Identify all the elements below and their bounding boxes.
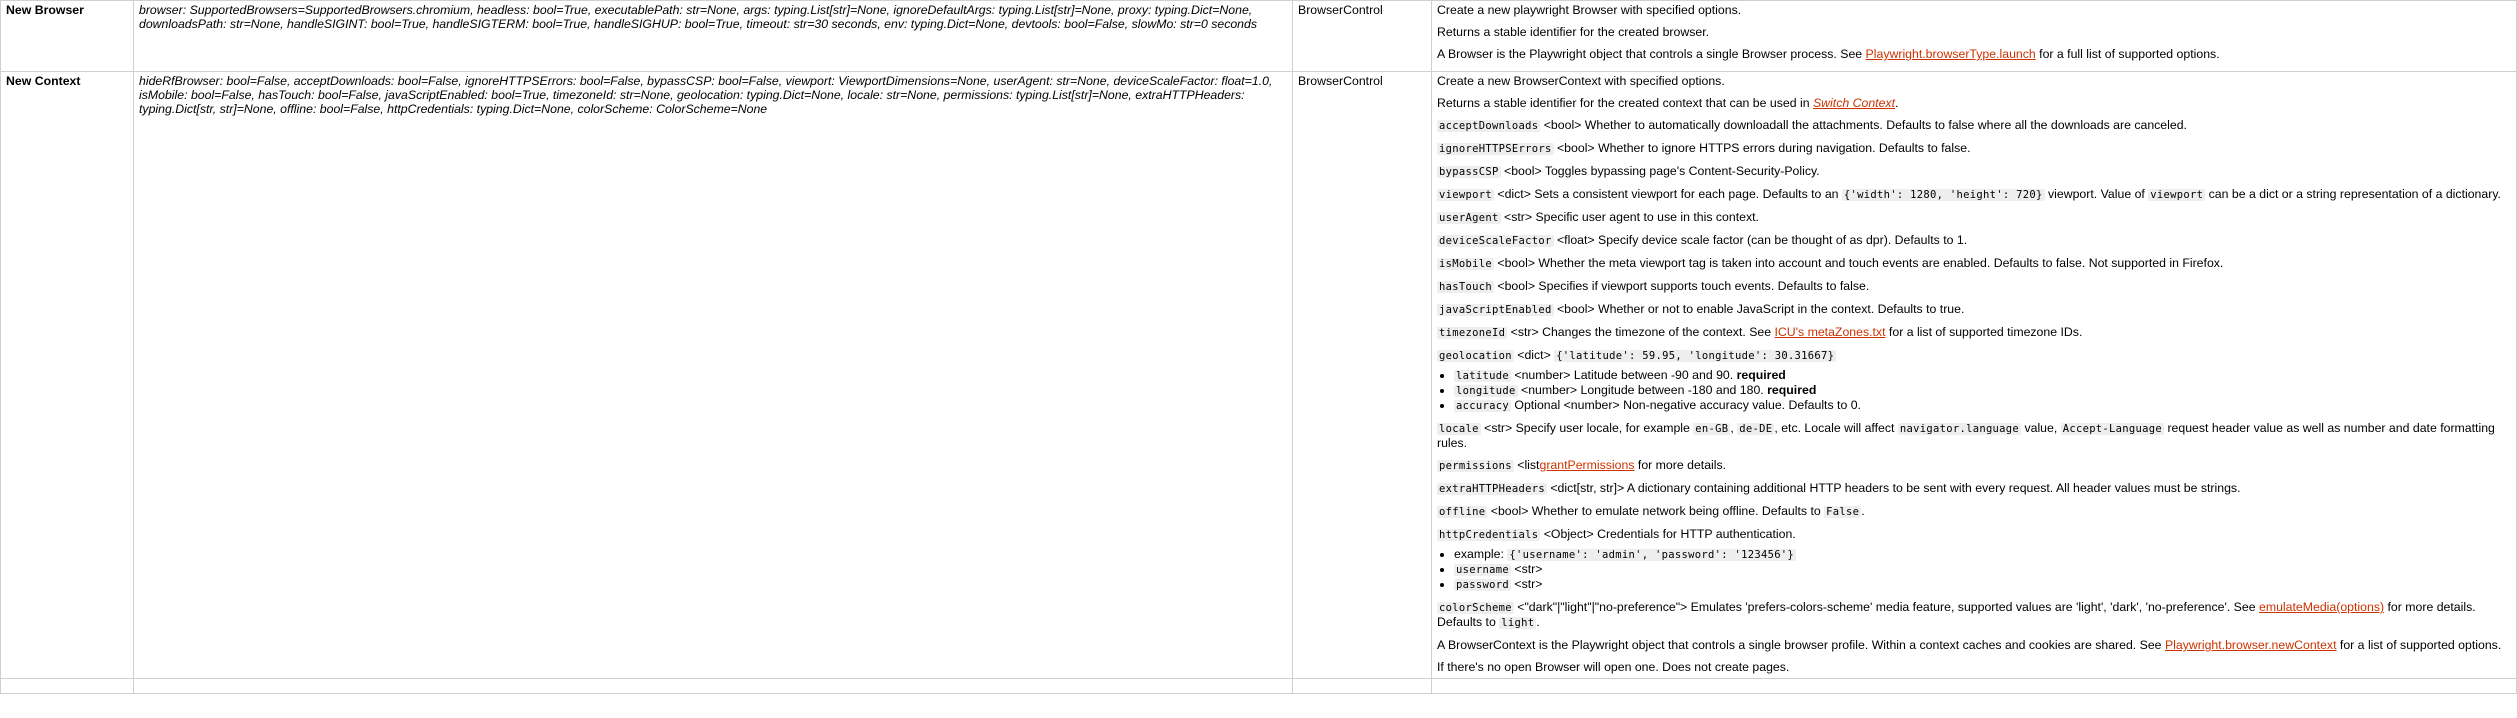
doc-param-ignore-https-errors [1437,141,2511,156]
doc-text: for a full list of supported options. [2035,47,2220,61]
keyword-arguments: hideRfBrowser: bool=False, acceptDownloads: bool=False, ignoreHTTPSErrors: bool=False, bypassCSP: bool=False, viewport: ViewportDimensions=None, userAgent: str=None, deviceScaleFactor: float=1.0, isMobile: bool=False, hasTouch: bool=False, javaScriptEnabled: bool=True, timezoneId: str=None, geolocation: typing.Dict=None, locale: str=None, permissions: typing.List[str]=None, extraHTTPHeaders: typing.Dict[str, str]=None, offline: bool=False, httpCredentials: typing.Dict=None, colorScheme: ColorScheme=None [134,72,1293,679]
param-code: permissions [1439,460,1512,472]
inline-code: light [1501,617,1535,629]
doc-text: <dict> [1513,348,1555,362]
inline-code: de-DE [1739,423,1773,435]
param-code: acceptDownloads [1439,120,1539,132]
doc-param-timezone-id [1437,325,2511,340]
doc-text: <number> Latitude between -90 and 90. [1510,368,1737,382]
doc-text: <dict[str, str]> A dictionary containing additional HTTP headers to be sent with every request. All header values must be strings. [1546,481,2241,495]
doc-paragraph [1437,47,2511,61]
param-code: colorScheme [1439,602,1512,614]
doc-param-geolocation [1437,348,2511,363]
doc-paragraph: Create a new playwright Browser with specified options. [1437,3,1742,17]
inline-code: viewport [2150,189,2204,201]
required-label: required [1736,368,1786,382]
param-code: javaScriptEnabled [1439,304,1552,316]
keyword-tags [1293,679,1432,694]
doc-text: . [1894,96,1899,110]
doc-text: <str> Specific user agent to use in this context. [1500,210,1759,224]
list-item [1454,383,2511,398]
param-code: timezoneId [1439,327,1506,339]
param-code: locale [1439,423,1479,435]
doc-param-is-mobile [1437,256,2511,271]
doc-text: <list [1513,458,1540,472]
keyword-documentation [1432,679,2517,694]
doc-param-offline [1437,504,2511,519]
doc-text: <bool> Specifies if viewport supports touch events. Defaults to false. [1493,279,1870,293]
list-item [1454,368,2511,383]
link-icu-metazones[interactable]: ICU's metaZones.txt [1774,325,1886,339]
doc-text: A Browser is the Playwright object that controls a single Browser process. See [1437,47,1866,61]
doc-param-bypass-csp [1437,164,2511,179]
keyword-tags: BrowserControl [1293,1,1432,72]
keyword-documentation [1432,72,2517,679]
param-code: hasTouch [1439,281,1492,293]
doc-param-color-scheme [1437,600,2511,630]
doc-text: <bool> Whether to ignore HTTPS errors during navigation. Defaults to false. [1553,141,1971,155]
geolocation-fields-list [1437,368,2511,413]
link-browsertype-launch[interactable]: Playwright.browserType.launch [1865,47,2036,61]
doc-text: can be a dict or a string representation of a dictionary. [2205,187,2501,201]
link-browser-new-context[interactable]: Playwright.browser.newContext [2164,638,2337,652]
http-credentials-fields-list [1437,547,2511,592]
keyword-row-new-browser [1,1,2517,72]
doc-text: value, [2021,421,2061,435]
doc-text: <bool> Whether to emulate network being offline. Defaults to [1487,504,1825,518]
inline-code: {'width': 1280, 'height': 720} [1843,189,2043,201]
doc-text: <Object> Credentials for HTTP authentication. [1540,527,1796,541]
doc-text: <str> [1510,562,1543,576]
doc-text: <str> Changes the timezone of the context. See [1507,325,1775,339]
param-code: longitude [1456,385,1516,397]
link-switch-context[interactable]: Switch Context [1812,96,1895,110]
doc-text: . [1536,615,1540,629]
doc-paragraph: Returns a stable identifier for the created browser. [1437,25,1710,39]
param-code: accuracy [1456,400,1509,412]
doc-paragraph [1437,638,2511,652]
param-code: latitude [1456,370,1509,382]
link-grant-permissions[interactable]: grantPermissions [1539,458,1635,472]
doc-text: <number> Longitude between -180 and 180. [1517,383,1768,397]
keyword-documentation [1432,1,2517,72]
doc-text: <dict> Sets a consistent viewport for each page. Defaults to an [1493,187,1842,201]
doc-text: request header value as well as number and date formatting rules. [1437,421,2495,450]
doc-text: <str> Specify user locale, for example [1480,421,1694,435]
doc-text: <str> [1510,577,1543,591]
doc-param-locale [1437,421,2511,450]
doc-text: example: [1454,547,1508,561]
doc-param-extra-http-headers [1437,481,2511,496]
inline-code: {'username': 'admin', 'password': '123456'} [1509,549,1795,561]
list-item [1454,562,2511,577]
param-code: extraHTTPHeaders [1439,483,1545,495]
doc-param-http-credentials [1437,527,2511,542]
doc-param-has-touch [1437,279,2511,294]
doc-text: Optional <number> Non-negative accuracy value. Defaults to 0. [1510,398,1861,412]
doc-param-user-agent [1437,210,2511,225]
inline-code: Accept-Language [2062,423,2163,435]
doc-text: <"dark"|"light"|"no-preference"> Emulates 'prefers-colors-scheme' media feature, supported values are 'light', 'dark', 'no-preference'. See [1513,600,2259,614]
doc-text: A BrowserContext is the Playwright object that controls a single browser profile. Within a context caches and cookies are shared. See [1437,638,2165,652]
doc-text: <bool> Toggles bypassing page's Content-Security-Policy. [1500,164,1820,178]
doc-text: for a list of supported timezone IDs. [1885,325,2083,339]
param-code: userAgent [1439,212,1499,224]
doc-text: <bool> Whether or not to enable JavaScript in the context. Defaults to true. [1553,302,1965,316]
link-emulate-media[interactable]: emulateMedia(options) [2258,600,2385,614]
inline-code: False [1826,506,1860,518]
doc-paragraph: Create a new BrowserContext with specified options. [1437,74,1725,88]
keyword-arguments [134,679,1293,694]
doc-param-device-scale-factor [1437,233,2511,248]
doc-text: . [1861,504,1865,518]
inline-code: {'latitude': 59.95, 'longitude': 30.31667} [1556,350,1835,362]
param-code: isMobile [1439,258,1492,270]
doc-text: Returns a stable identifier for the created context that can be used in [1437,96,1813,110]
keyword-name: New Context [1,72,134,679]
param-code: password [1456,579,1509,591]
list-item [1454,547,2511,562]
doc-text: , etc. Locale will affect [1774,421,1898,435]
param-code: viewport [1439,189,1492,201]
param-code: httpCredentials [1439,529,1539,541]
doc-param-permissions [1437,458,2511,473]
param-code: username [1456,564,1509,576]
inline-code: en-GB [1695,423,1729,435]
doc-paragraph [1437,96,2511,110]
doc-text: , [1730,421,1738,435]
param-code: bypassCSP [1439,166,1499,178]
doc-text: <float> Specify device scale factor (can be thought of as dpr). Defaults to 1. [1553,233,1968,247]
doc-param-viewport [1437,187,2511,202]
param-code: geolocation [1439,350,1512,362]
doc-text: for more details. [1634,458,1727,472]
doc-paragraph: If there's no open Browser will open one. Does not create pages. [1437,660,1790,674]
list-item [1454,577,2511,592]
keyword-arguments: browser: SupportedBrowsers=SupportedBrowsers.chromium, headless: bool=True, executablePath: str=None, args: typing.List[str]=None, ignoreDefaultArgs: typing.List[str]=None, proxy: typing.Dict=None, downloadsPath: str=None, handleSIGINT: bool=True, handleSIGTERM: bool=True, handleSIGHUP: bool=True, timeout: str=30 seconds, env: typing.Dict=None, devtools: bool=False, slowMo: str=0 seconds [134,1,1293,72]
doc-text: for more details. Defaults to [1437,600,2476,629]
list-item [1454,398,2511,413]
param-code: offline [1439,506,1486,518]
required-label: required [1767,383,1817,397]
keyword-name [1,679,134,694]
inline-code: navigator.language [1899,423,2020,435]
keyword-name: New Browser [1,1,134,72]
keyword-row-new-context [1,72,2517,679]
param-code: deviceScaleFactor [1439,235,1552,247]
keyword-tags: BrowserControl [1293,72,1432,679]
doc-param-accept-downloads [1437,118,2511,133]
doc-param-javascript-enabled [1437,302,2511,317]
doc-text: <bool> Whether the meta viewport tag is taken into account and touch events are enabled. Defaults to false. Not supported in Firefox. [1493,256,2224,270]
doc-text: viewport. Value of [2044,187,2149,201]
doc-text: <bool> Whether to automatically downloadall the attachments. Defaults to false where all the downloads are canceled. [1540,118,2187,132]
keyword-row-partial [1,679,2517,694]
doc-text: for a list of supported options. [2336,638,2502,652]
param-code: ignoreHTTPSErrors [1439,143,1552,155]
